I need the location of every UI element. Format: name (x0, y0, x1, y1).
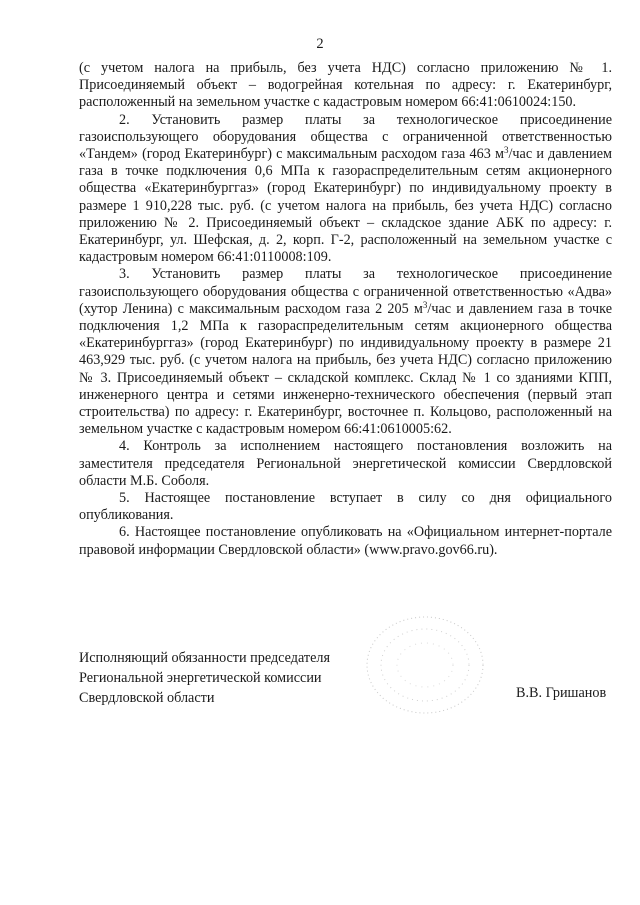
paragraph-item-6: 6. Настоящее постановление опубликовать на «Официальном интернет-портале правовой информации Свердловской области» (www.pravo.gov66.ru). (79, 524, 612, 558)
document-body (79, 60, 612, 559)
item-3-text-part2: /час и давлением газа в точке подключения 1,2 МПа к газораспределительным сетям акционерного общества «Екатеринбурггаз» (город Екатеринбург) по индивидуальному проекту в размере 21 463,929 тыс. руб. (с учетом налога на прибыль, без учета НДС) согласно приложению № 3. Присоединяемый объект – складской комплекс. Склад № 1 со зданиями КПП, инженерного центра и сетями инженерно-технического обеспечения (первый этап строительства) по адресу: г. Екатеринбург, восточнее п. Кольцово, расположенный на земельном участке с кадастровым номером 66:41:0610005:62. (79, 300, 612, 438)
page-number: 2 (316, 36, 324, 52)
item-2-superscript: 3 (503, 145, 509, 156)
paragraph-continuation: (с учетом налога на прибыль, без учета НДС) согласно приложению № 1. Присоединяемый объект – водогрейная котельная по адресу: г. Екатеринбург, расположенный на земельном участке с кадастровым номером 66:41:0610024:150. (79, 60, 612, 111)
signature-position (79, 649, 359, 708)
paragraph-item-5: 5. Настоящее постановление вступает в силу со дня официального опубликования. (79, 490, 612, 524)
paragraph-item-2 (79, 112, 612, 267)
item-3-superscript: 3 (422, 299, 428, 310)
signature-position-line: Свердловской области (79, 689, 215, 706)
item-2-text-part1: 2. Установить размер платы за технологическое присоединение газоиспользующего оборудования общества с ограниченной ответственностью «Тандем» (город Екатеринбург) с максимальным расходом газа 463 м (79, 111, 612, 163)
official-stamp (360, 610, 490, 720)
signature-position-line: Региональной энергетической комиссии (79, 669, 322, 686)
item-2-text-part2: /час и давлением газа в точке подключения 0,6 МПа к газораспределительным сетям акционерного общества «Екатеринбурггаз» (город Екатеринбург) по индивидуальному проекту в размере 1 910,228 тыс. руб. (с учетом налога на прибыль, без учета НДС) согласно приложению № 2. Присоединяемый объект – складское здание АБК по адресу: г. Екатеринбург, ул. Шефская, д. 2, корп. Г-2, расположенный на земельном участке с кадастровым номером 66:41:0110008:109. (79, 146, 612, 266)
item-3-text-part1: 3. Установить размер платы за технологическое присоединение газоиспользующего оборудования общества с ограниченной ответственностью «Адва» (хутор Ленина) с максимальным расходом газа 2 205 м (79, 266, 612, 317)
paragraph-item-4: 4. Контроль за исполнением настоящего постановления возложить на заместителя председателя Региональной энергетической комиссии Свердловской области М.Б. Соболя. (79, 438, 612, 489)
signer-name: В.В. Гришанов (516, 685, 607, 701)
paragraph-item-3 (79, 266, 612, 438)
signature-position-line: Исполняющий обязанности председателя (79, 650, 330, 666)
